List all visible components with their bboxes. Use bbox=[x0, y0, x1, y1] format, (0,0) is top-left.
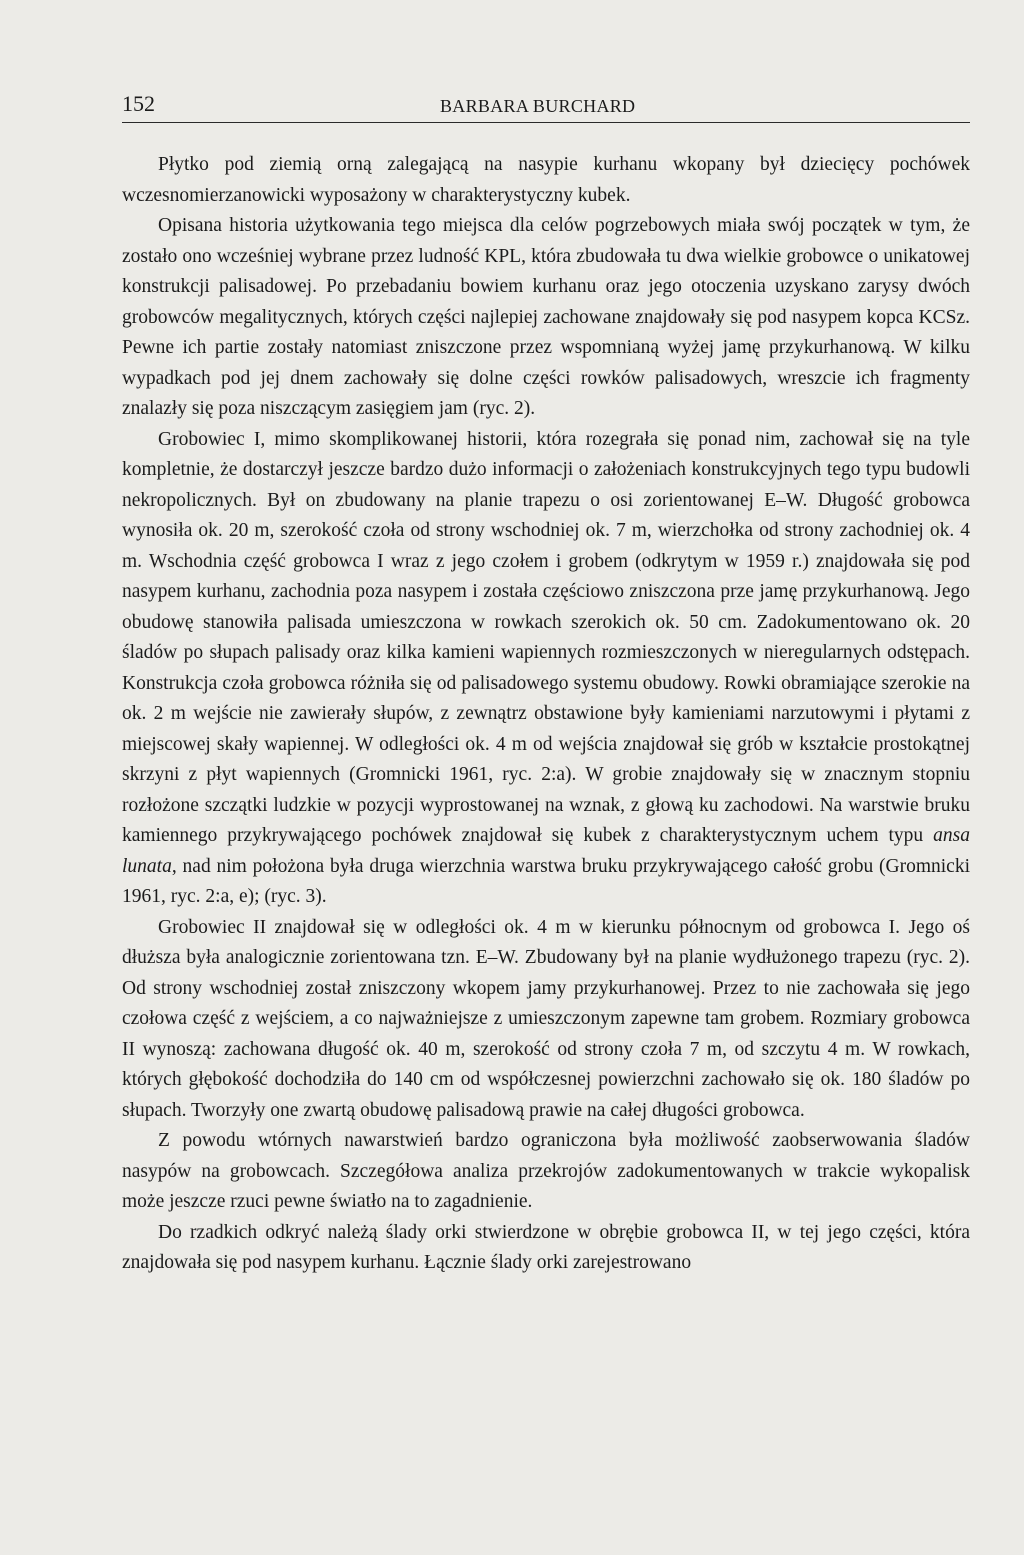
paragraph-5: Z powodu wtórnych nawarstwień bardzo ograniczona była możliwość zaobserwowania śladów nasypów na grobowcach. Szczegółowa analiza przekrojów zadokumentowanych w trakcie wykopalisk może jeszcze rzuci pewne światło na to zagadnienie. bbox=[122, 1130, 970, 1212]
running-header bbox=[122, 88, 970, 123]
paragraph-4: Grobowiec II znajdował się w odległości ok. 4 m w kierunku północnym od grobowca I. Jego oś dłuższa była analogicznie zorientowana tzn. E–W. Zbudowany był na planie wydłużonego trapezu (ryc. 2). Od strony wschodniej został zniszczony wkopem jamy przykurhanowej. Przez to nie zachowała się jego czołowa część z wejściem, a co najważniejsze z umieszczonym zapewne tam grobem. Rozmiary grobowca II wynoszą: zachowana długość ok. 40 m, szerokość od strony czoła 7 m, od szczytu 4 m. W rowkach, których głębokość dochodziła do 140 cm od współczesnej powierzchni zachowało się ok. 180 śladów po słupach. Tworzyły one zwartą obudowę palisadową prawie na całej długości grobowca. bbox=[122, 916, 970, 1121]
paragraph-3 bbox=[122, 425, 970, 913]
paragraph-3-italic-term: ansa lunata bbox=[122, 825, 970, 877]
paragraph-3-text: Grobowiec I, mimo skomplikowanej historii, która rozegrała się ponad nim, zachował się na tyle kompletnie, że dostarczył jeszcze bardzo dużo informacji o założeniach konstrukcyjnych tego typu budowli nekropolicznych. Był on zbudowany na planie trapezu o osi zorientowanej E–W. Długość grobowca wynosiła ok. 20 m, szerokość czoła od strony wschodniej ok. 7 m, wierzchołka od strony zachodniej ok. 4 m. Wschodnia część grobowca I wraz z jego czołem i grobem (odkrytym w 1959 r.) znajdowała się pod nasypem kurhanu, zachodnia poza nasypem i została częściowo zniszczona prze jamę przykurhanową. Jego obudowę stanowiła palisada umieszczona w rowkach szerokich ok. 50 cm. Zadokumentowano ok. 20 śladów po słupach palisady oraz kilka kamieni wapiennych rozmieszczonych w nieregularnych odstępach. Konstrukcja czoła grobowca różniła się od palisadowego systemu obudowy. Rowki obramiające szerokie na ok. 2 m wejście nie zawierały słupów, z zewnątrz obstawione były kamieniami narzutowymi i płytami z miejscowej skały wapiennej. W odległości ok. 4 m od wejścia znajdował się grób w kształcie prostokątnej skrzyni z płyt wapiennych (Gromnicki 1961, ryc. 2:a). W grobie znajdowały się w znacznym stopniu rozłożone szczątki ludzkie w pozycji wyprostowanej na wznak, z głową ku zachodowi. Na warstwie bruku kamiennego przykrywającego pochówek znajdował się kubek z charakterystycznym uchem typu bbox=[122, 428, 970, 846]
paragraph-6: Do rzadkich odkryć należą ślady orki stwierdzone w obrębie grobowca II, w tej jego części, która znajdowała się pod nasypem kurhanu. Łącznie ślady orki zarejestrowano bbox=[122, 1221, 970, 1273]
running-header-author: BARBARA BURCHARD bbox=[440, 96, 636, 116]
page-number: 152 bbox=[122, 91, 155, 116]
body-text bbox=[122, 150, 970, 1279]
paragraph-2: Opisana historia użytkowania tego miejsca dla celów pogrzebowych miała swój początek w tym, że zostało ono wcześniej wybrane przez ludność KPL, która zbudowała tu dwa wielkie grobowce o unikatowej konstrukcji palisadowej. Po przebadaniu bowiem kurhanu oraz jego otoczenia uzyskano zarysy dwóch grobowców megalitycznych, których części najlepiej zachowane znajdowały się pod nasypem kopca KCSz. Pewne ich partie zostały natomiast zniszczone przez wspomnianą wyżej jamę przykurhanową. W kilku wypadkach pod jej dnem zachowały się dolne części rowków palisadowych, wreszcie ich fragmenty znalazły się poza niszczącym zasięgiem jam (ryc. 2). bbox=[122, 215, 970, 419]
paragraph-3-tail: , nad nim położona była druga wierzchnia warstwa bruku przykrywającego całość grobu (Gromnicki 1961, ryc. 2:a, e); (ryc. 3). bbox=[122, 855, 970, 907]
paragraph-1: Płytko pod ziemią orną zalegającą na nasypie kurhanu wkopany był dziecięcy pochówek wczesnomierzanowicki wyposażony w charakterystyczny kubek. bbox=[122, 154, 970, 206]
